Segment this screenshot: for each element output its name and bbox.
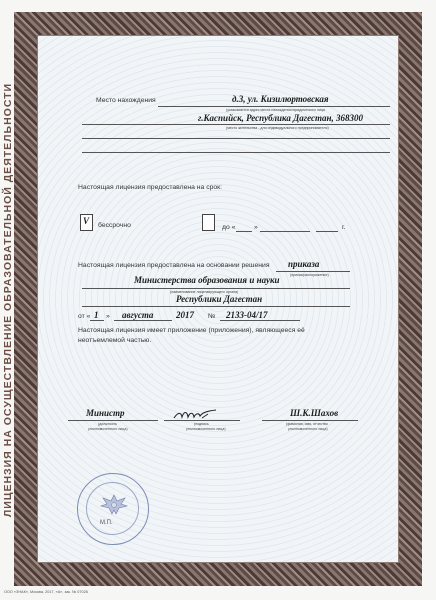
- indefinite-label: бессрочно: [98, 222, 131, 229]
- underline: [82, 152, 390, 153]
- decision-type-hint: (приказ/распоряжение): [290, 273, 329, 277]
- underline: [164, 420, 240, 421]
- underline: [260, 231, 310, 232]
- decision-year: 2017: [176, 310, 194, 320]
- underline: [68, 420, 158, 421]
- location-hint-2: (место жительства - для индивидуального предпринимателя): [226, 126, 329, 130]
- underline: [82, 306, 350, 307]
- date-mid: »: [106, 313, 110, 320]
- location-line-1: д.3, ул. Кизилюртовская: [232, 94, 329, 104]
- term-label: Настоящая лицензия предоставлена на срок:: [78, 184, 223, 191]
- appendix-text-2: неотъемлемой частью.: [78, 337, 152, 344]
- underline: [316, 231, 338, 232]
- decision-month: августа: [122, 310, 154, 320]
- authority-line-2: Республики Дагестан: [176, 294, 263, 304]
- until-label: до «: [222, 224, 236, 231]
- checkbox-mark: V: [83, 216, 90, 226]
- number-prefix: №: [208, 313, 216, 320]
- until-mid: »: [254, 224, 258, 231]
- underline: [114, 320, 172, 321]
- underline: [158, 106, 390, 107]
- decision-number: 2133-04/17: [226, 310, 268, 320]
- underline: [90, 320, 104, 321]
- decision-type: приказа: [288, 259, 320, 269]
- underline: [276, 271, 350, 272]
- location-hint-1: (указываются адрес места нахождения юридического лица: [226, 108, 326, 112]
- location-line-2: г.Каспийск, Республика Дагестан, 368300: [198, 113, 363, 123]
- underline: [220, 320, 300, 321]
- side-title: ЛИЦЕНЗИЯ НА ОСУЩЕСТВЛЕНИЕ ОБРАЗОВАТЕЛЬНОЙ ДЕЯТЕЛЬНОСТИ: [2, 82, 14, 518]
- eagle-emblem-icon: [99, 492, 129, 516]
- signer-name: Ш.К.Шахов: [290, 408, 339, 418]
- decision-day: 1: [94, 310, 99, 320]
- appendix-text-1: Настоящая лицензия имеет приложение (приложения), являющееся её: [78, 327, 305, 334]
- location-label: Место нахождения: [96, 97, 156, 104]
- signature-hint-2: уполномоченного лица): [186, 427, 226, 431]
- underline: [262, 420, 358, 421]
- year-suffix: г.: [342, 224, 346, 231]
- basis-label: Настоящая лицензия предоставлена на основании решения: [78, 262, 270, 269]
- indefinite-checkbox: [80, 214, 93, 231]
- underline: [82, 124, 390, 125]
- position-hint-1: (должность: [98, 422, 118, 426]
- signer-position: Министр: [86, 408, 125, 418]
- underline: [82, 138, 390, 139]
- position-hint-2: уполномоченного лица): [88, 427, 128, 431]
- official-seal: [77, 473, 149, 545]
- seal-label: М.П.: [100, 520, 113, 526]
- name-hint-1: (фамилия, имя, отчество: [286, 422, 328, 426]
- underline: [82, 288, 350, 289]
- until-checkbox: [202, 214, 215, 231]
- authority-line-1: Министерства образования и науки: [134, 275, 280, 285]
- signature-hint-1: (подпись: [194, 422, 209, 426]
- date-prefix: от «: [78, 313, 91, 320]
- name-hint-2: уполномоченного лица): [288, 427, 328, 431]
- underline: [236, 231, 252, 232]
- printer-footer: ООО «ЗНАК», Москва, 2017, «А», зак. № 07026: [4, 590, 88, 594]
- authority-hint: (наименование лицензирующего органа): [170, 290, 239, 294]
